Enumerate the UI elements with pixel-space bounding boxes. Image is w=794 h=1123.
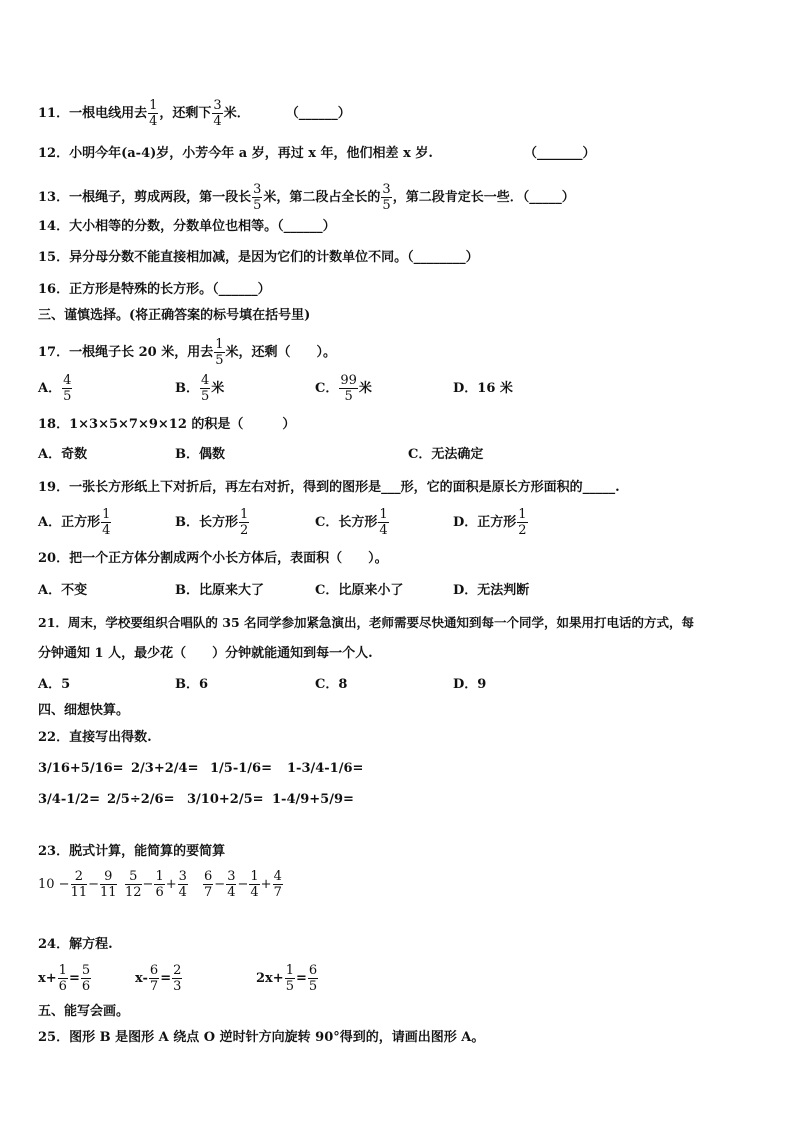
question-text: 一根绳子，剪成两段，第一段长 [69, 190, 252, 205]
fraction [212, 98, 222, 129]
question-text: 脱式计算，能简算的要简算 [69, 844, 226, 859]
fraction [148, 98, 158, 129]
question-text[interactable]: 大小相等的分数，分数单位也相等。（______） [69, 219, 336, 234]
question-21 [38, 615, 694, 631]
equation-3: 2x+ $\frac{1}{5}$ = $\frac{6}{5}$ [256, 963, 318, 994]
question-text: 把一个正方体分割成两个小长方体后，表面积（ ）。 [69, 551, 388, 566]
question-text: 周末，学校要组织合唱队的 35 名同学参加紧急演出，老师需要尽快通知到每一个同学，如果用打电话的方式，每 [67, 615, 695, 630]
question-number: 14． [38, 219, 70, 234]
denominator: 5 [382, 198, 391, 213]
denominator: 5 [215, 353, 224, 368]
calc-item: 3/16+5/16= [38, 761, 124, 776]
option-b[interactable]: B．6 [175, 677, 209, 692]
question-number: 13． [38, 190, 70, 205]
question-number: 15． [38, 250, 70, 265]
option-a[interactable]: A．5 [38, 677, 71, 692]
question-21-line2: 分钟通知 1 人，最少花（ ）分钟就能通知到每一个人. [38, 646, 373, 661]
question-number: 22． [38, 730, 70, 745]
question-number: 23． [38, 844, 70, 859]
fraction [381, 182, 391, 213]
option-d[interactable]: D．9 [453, 677, 487, 692]
question-22 [38, 730, 152, 746]
numerator: 3 [253, 182, 262, 197]
question-19 [38, 480, 620, 496]
option-b[interactable]: B．比原来大了 [175, 583, 264, 598]
question-23 [38, 844, 225, 860]
question-text: 一张长方形纸上下对折后，再左右对折，得到的图形是___形，它的面积是原长方形面积的_____. [69, 480, 620, 495]
question-number: 11． [38, 106, 70, 121]
question-number: 20． [38, 551, 70, 566]
denominator: 5 [253, 198, 262, 213]
answer-blank[interactable]: （_______） [524, 146, 596, 161]
question-text[interactable]: 异分母分数不能直接相加减，是因为它们的计数单位不同。（________） [69, 250, 479, 265]
question-13 [38, 182, 575, 213]
question-number: 12． [38, 146, 70, 161]
option-a[interactable]: A． $\frac{4}{5}$ [38, 373, 72, 404]
question-text: 解方程. [69, 937, 113, 952]
section-heading-5: 五、能写会画。 [38, 1004, 130, 1019]
option-c[interactable]: C．长方形 $\frac{1}{4}$ [315, 507, 388, 538]
calc-item: 3/10+2/5= [187, 792, 264, 807]
denominator: 4 [149, 114, 158, 129]
question-18 [38, 417, 295, 433]
question-number: 18． [38, 417, 70, 432]
calc-item: 1-3/4-1/6= [287, 761, 364, 776]
numerator: 3 [382, 182, 391, 197]
question-text: 一根电线用去 [69, 106, 148, 121]
equation-1: x+ $\frac{1}{6}$ = $\frac{5}{6}$ [38, 963, 91, 994]
expression-2: $\frac{5}{12}$ − $\frac{1}{6}$ + $\frac{3}{4}$ [125, 869, 187, 900]
option-a[interactable]: A．奇数 [38, 447, 88, 462]
option-c[interactable]: C．无法确定 [408, 447, 484, 462]
question-text: 小明今年(a-4)岁，小芳今年 a 岁，再过 x 年，他们相差 x 岁. [69, 146, 433, 161]
option-b[interactable]: B．长方形 $\frac{1}{2}$ [175, 507, 249, 538]
equation-2: x- $\frac{6}{7}$ = $\frac{2}{3}$ [135, 963, 182, 994]
question-text: 图形 B 是图形 A 绕点 O 逆时针方向旋转 90°得到的，请画出图形 A。 [69, 1030, 485, 1045]
option-d[interactable]: D．无法判断 [453, 583, 530, 598]
numerator: 1 [215, 337, 224, 352]
fraction [252, 182, 262, 213]
option-c[interactable]: C．8 [315, 677, 348, 692]
question-text[interactable]: ，第二段肯定长一些．（_____） [392, 190, 575, 205]
question-text: 1×3×5×7×9×12 的积是（ ） [69, 417, 296, 432]
section-heading-3: 三、谨慎选择。(将正确答案的标号填在括号里) [38, 308, 311, 323]
question-text: 米． [223, 106, 250, 121]
question-20 [38, 551, 388, 567]
option-b[interactable]: B． $\frac{4}{5}$ 米 [175, 373, 225, 404]
option-b[interactable]: B．偶数 [175, 447, 225, 462]
option-d[interactable]: D．16 米 [453, 381, 513, 396]
question-number: 19． [38, 480, 70, 495]
calc-item: 1/5-1/6= [210, 761, 272, 776]
question-text: 一根绳子长 20 米，用去 [69, 345, 214, 360]
calc-item: 2/5÷2/6= [107, 792, 175, 807]
question-12 [38, 146, 433, 162]
question-17 [38, 337, 336, 368]
calc-item: 2/3+2/4= [131, 761, 199, 776]
expression-1: 10 − $\frac{2}{11}$ − $\frac{9}{11}$ [38, 869, 117, 900]
question-11 [38, 98, 351, 129]
numerator: 1 [149, 98, 158, 113]
question-24 [38, 937, 113, 953]
question-number: 16． [38, 282, 70, 297]
option-c[interactable]: C．比原来小了 [315, 583, 404, 598]
calc-item: 3/4-1/2= [38, 792, 100, 807]
question-text: 米，第二段占全长的 [263, 190, 381, 205]
question-15 [38, 250, 479, 266]
option-c[interactable]: C． $\frac{99}{5}$ 米 [315, 373, 372, 404]
question-25 [38, 1030, 484, 1046]
fraction [214, 337, 224, 368]
question-number: 25． [38, 1030, 70, 1045]
question-number: 24． [38, 937, 70, 952]
question-text: ，还剩下 [159, 106, 212, 121]
answer-blank[interactable]: （______） [285, 106, 351, 121]
denominator: 4 [213, 114, 222, 129]
question-16 [38, 282, 271, 298]
question-text[interactable]: 正方形是特殊的长方形。（______） [69, 282, 271, 297]
question-text: 直接写出得数. [69, 730, 152, 745]
section-heading-4: 四、细想快算。 [38, 703, 130, 718]
option-a[interactable]: A．正方形 $\frac{1}{4}$ [38, 507, 111, 538]
numerator: 3 [213, 98, 222, 113]
calc-item: 1-4/9+5/9= [272, 792, 354, 807]
option-a[interactable]: A．不变 [38, 583, 88, 598]
question-number: 17． [38, 345, 70, 360]
question-14 [38, 219, 336, 235]
question-text: 米，还剩（ ）。 [225, 345, 337, 360]
option-d[interactable]: D．正方形 $\frac{1}{2}$ [453, 507, 527, 538]
expression-3: $\frac{6}{7}$ − $\frac{3}{4}$ − $\frac{1}{4}$ + $\frac{4}{7}$ [204, 869, 282, 900]
question-number: 21． [38, 615, 68, 630]
